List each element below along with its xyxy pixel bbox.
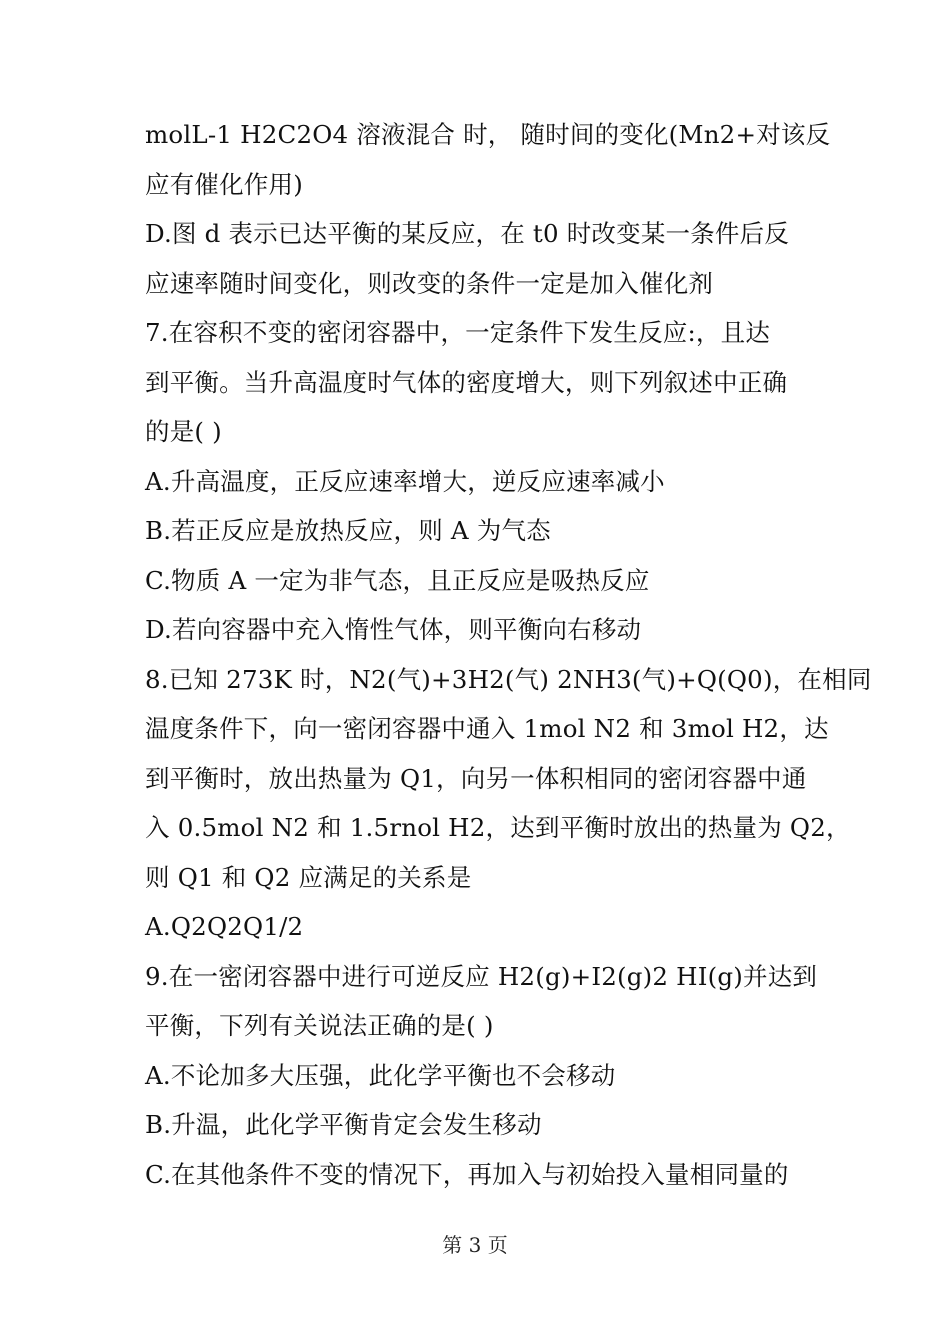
option-line: B.升温，此化学平衡肯定会发生移动	[145, 1110, 542, 1139]
text-line: molL-1 H2C2O4 溶液混合 时， 随时间的变化(Mn2+对该反	[145, 120, 831, 149]
option-line: C.物质 A 一定为非气态，且正反应是吸热反应	[145, 565, 650, 595]
option-line: D.若向容器中充入惰性气体，则平衡向右移动	[145, 615, 642, 644]
question-8-line: 8.已知 273K 时，N2(气)+3H2(气) 2NH3(气)+Q(Q0)，在相同	[145, 664, 872, 694]
option-line: A.不论加多大压强，此化学平衡也不会移动	[145, 1060, 616, 1090]
text-line: 平衡，下列有关说法正确的是( )	[145, 1011, 494, 1040]
text-line: 温度条件下，向一密闭容器中通入 1mol N2 和 3mol H2，达	[145, 714, 829, 743]
text-line: D.图 d 表示已达平衡的某反应，在 t0 时改变某一条件后反	[145, 219, 790, 248]
page-number: 第 3 页	[442, 1233, 508, 1257]
text-line: 入 0.5mol N2 和 1.5rnol H2，达到平衡时放出的热量为 Q2，	[145, 813, 851, 842]
text-line: 到平衡时，放出热量为 Q1，向另一体积相同的密闭容器中通	[145, 763, 807, 793]
option-line: C.在其他条件不变的情况下，再加入与初始投入量相同量的	[145, 1159, 789, 1189]
option-line: A.Q2Q2Q1/2	[145, 912, 304, 941]
option-line: A.升高温度，正反应速率增大，逆反应速率减小	[145, 466, 665, 496]
text-line: 应速率随时间变化，则改变的条件一定是加入催化剂	[145, 268, 714, 298]
document-body	[145, 110, 872, 1199]
text-line: 的是( )	[145, 417, 222, 446]
text-line: 则 Q1 和 Q2 应满足的关系是	[145, 862, 472, 892]
option-line: B.若正反应是放热反应，则 A 为气态	[145, 516, 551, 545]
question-9-line: 9.在一密闭容器中进行可逆反应 H2(g)+I2(g)2 HI(g)并达到	[145, 961, 818, 991]
text-line: 到平衡。当升高温度时气体的密度增大，则下列叙述中正确	[145, 367, 788, 397]
question-7-line: 7.在容积不变的密闭容器中，一定条件下发生反应:，且达	[145, 318, 771, 347]
text-line: 应有催化作用)	[145, 169, 303, 199]
